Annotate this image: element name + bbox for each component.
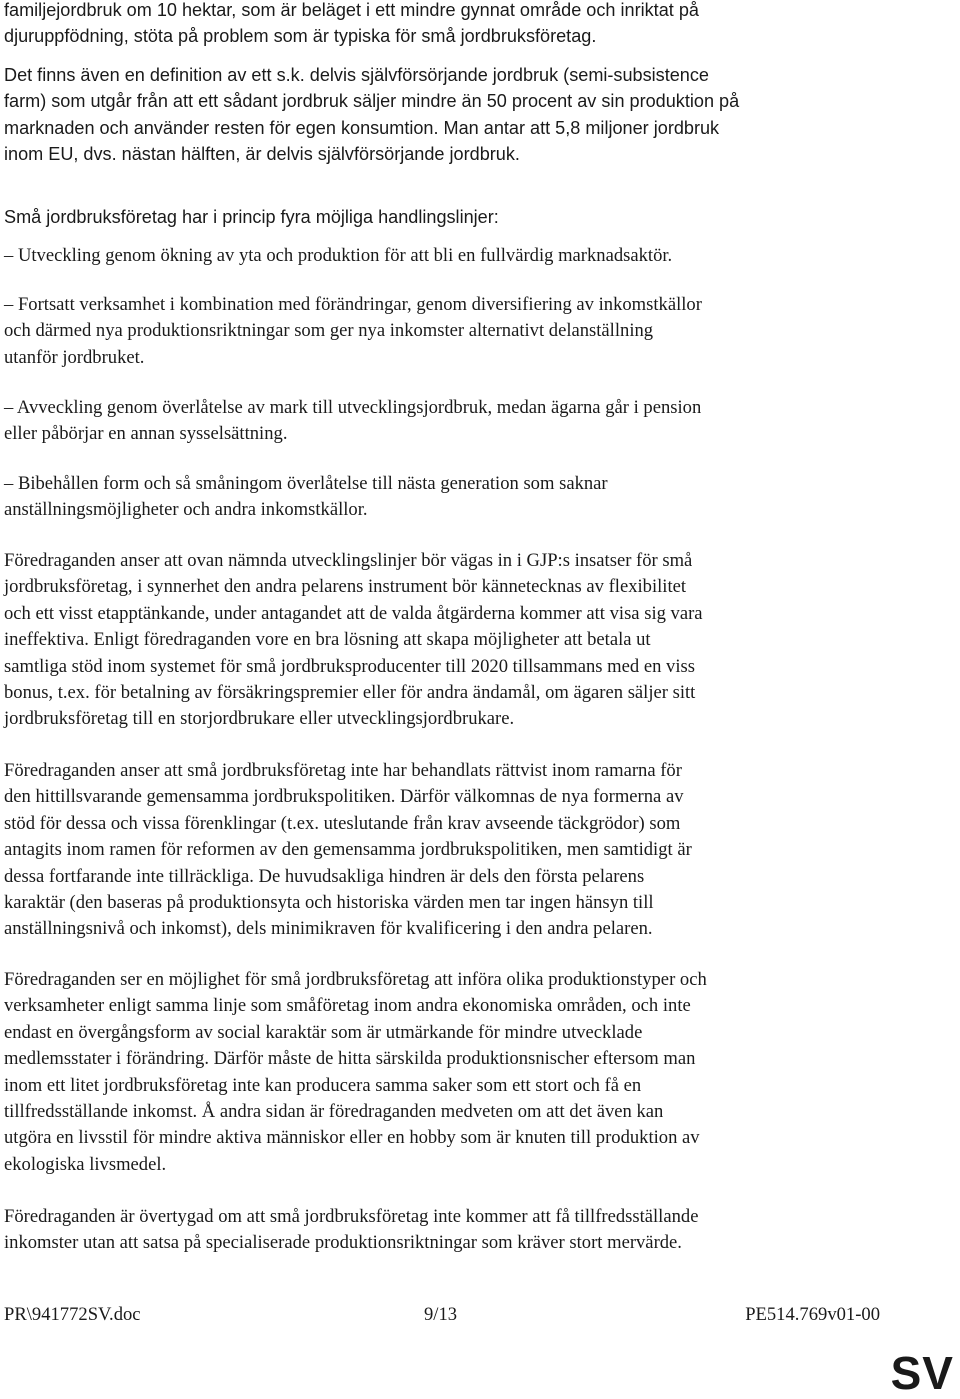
text-line: jordbruksföretag, i synnerhet den andra pelarens instrument bör kännetecknas av flexibilitet bbox=[4, 576, 687, 598]
text-line: marknaden och använder resten för egen konsumtion. Man antar att 5,8 miljoner jordbruk bbox=[4, 117, 720, 138]
text-line: djuruppfödning, stöta på problem som är typiska för små jordbruksföretag. bbox=[4, 26, 597, 47]
text-line: och därmed nya produktionsriktningar som ger nya inkomster alternativt delanställning bbox=[4, 320, 654, 342]
language-label: SV bbox=[890, 1347, 954, 1399]
text-line: samtliga stöd inom systemet för små jordbruksproducenter till 2020 tillsammans med en viss bbox=[4, 655, 695, 677]
text-line: dessa fortfarande inte tillräckliga. De huvudsakliga hindren är dels den första pelarens bbox=[4, 865, 645, 887]
text-line: verksamheter enligt samma linje som småföretag inom andra ekonomiska områden, och inte bbox=[4, 995, 691, 1017]
text-line: utgöra en livsstil för mindre aktiva människor eller en hobby som är knuten till produktion av bbox=[4, 1127, 700, 1149]
list-item bbox=[4, 243, 904, 269]
text-line: – Bibehållen form och så småningom överlåtelse till nästa generation som saknar bbox=[4, 473, 608, 494]
text-line: karaktär (den baseras på produktionsyta och historiska värden men tar ingen hänsyn till bbox=[4, 892, 654, 914]
text-line: antagits inom ramen för reformen av den gemensamma jordbrukspolitiken, men samtidigt är bbox=[4, 839, 692, 861]
text-line: Föredraganden anser att små jordbruksföretag inte har behandlats rättvist inom ramarna för bbox=[4, 760, 682, 781]
paragraph bbox=[4, 967, 904, 1178]
text-line: – Utveckling genom ökning av yta och produktion för att bli en fullvärdig marknadsaktör. bbox=[4, 245, 673, 266]
list-item bbox=[4, 292, 904, 371]
text-line: Föredraganden ser en möjlighet för små jordbruksföretag att införa olika produktionstyper och bbox=[4, 969, 707, 990]
paragraph bbox=[4, 758, 904, 943]
paragraph bbox=[4, 0, 904, 50]
text-line: bonus, t.ex. för betalning av försäkringspremier eller för andra ändamål, om ägaren säljer sitt bbox=[4, 682, 696, 704]
text-line: ineffektiva. Enligt föredraganden vore en bra lösning att skapa möjligheter att betala ut bbox=[4, 629, 651, 651]
paragraph bbox=[4, 62, 904, 168]
list-item bbox=[4, 471, 904, 524]
text-line: anställningsmöjligheter och andra inkomstkällor. bbox=[4, 499, 368, 521]
text-line: Det finns även en definition av ett s.k. delvis självförsörjande jordbruk (semi-subsistence bbox=[4, 65, 709, 85]
text-line: eller påbörjar en annan sysselsättning. bbox=[4, 423, 288, 445]
text-line: inom ett litet jordbruksföretag inte kan producera samma saker som ett stort och få en bbox=[4, 1074, 642, 1096]
footer-pe-ref: PE514.769v01-00 bbox=[745, 1304, 880, 1325]
paragraph bbox=[4, 1204, 904, 1257]
text-line: inkomster utan att satsa på specialiserade produktionsriktningar som kräver stort mervärde. bbox=[4, 1232, 682, 1254]
page-footer bbox=[0, 1304, 960, 1334]
text-line: familjejordbruk om 10 hektar, som är beläget i ett mindre gynnat område och inriktat på bbox=[4, 0, 699, 20]
page-number: 9/13 bbox=[424, 1304, 458, 1325]
text-line: Små jordbruksföretag har i princip fyra möjliga handlingslinjer: bbox=[4, 207, 499, 227]
text-line: endast en övergångsform av social karaktär som är utmärkande för mindre utvecklade bbox=[4, 1021, 643, 1043]
text-line: och ett visst etapptänkande, under antagandet att de valda åtgärderna kommer att visa sig vara bbox=[4, 602, 703, 624]
text-line: jordbruksföretag till en storjordbrukare eller utvecklingsjordbrukare. bbox=[4, 708, 515, 730]
paragraph bbox=[4, 548, 904, 733]
text-line: inom EU, dvs. nästan hälften, är delvis självförsörjande jordbruk. bbox=[4, 144, 520, 165]
text-line: den hittillsvarande gemensamma jordbrukspolitiken. Därför välkomnas de nya formerna av bbox=[4, 786, 684, 808]
text-line: ekologiska livsmedel. bbox=[4, 1153, 167, 1175]
text-line: Föredraganden anser att ovan nämnda utvecklingslinjer bör vägas in i GJP:s insatser för små bbox=[4, 550, 693, 571]
text-line: – Fortsatt verksamhet i kombination med förändringar, genom diversifiering av inkomstkällor bbox=[4, 294, 702, 315]
text-line: anställningsnivå och inkomst), dels minimikraven för kvalificering i den andra pelaren. bbox=[4, 918, 653, 940]
text-line: utanför jordbruket. bbox=[4, 346, 145, 368]
footer-doc-ref: PR\941772SV.doc bbox=[4, 1304, 141, 1325]
text-line: medlemsstater i förändring. Därför måste de hitta särskilda produktionsnischer eftersom man bbox=[4, 1048, 696, 1070]
list-item bbox=[4, 395, 904, 448]
text-line: stöd för dessa och vissa förenklingar (t.ex. uteslutande från krav avseende täckgrödor) som bbox=[4, 812, 681, 834]
paragraph bbox=[4, 204, 904, 230]
text-line: Föredraganden är övertygad om att små jordbruksföretag inte kommer att få tillfredsställande bbox=[4, 1206, 699, 1227]
text-line: tillfredsställande inkomst. Å andra sidan är föredraganden medveten om att det även kan bbox=[4, 1101, 664, 1123]
text-line: – Avveckling genom överlåtelse av mark till utvecklingsjordbruk, medan ägarna går i pension bbox=[4, 397, 702, 418]
text-line: farm) som utgår från att ett sådant jordbruk säljer mindre än 50 procent av sin produktion på bbox=[4, 91, 740, 112]
